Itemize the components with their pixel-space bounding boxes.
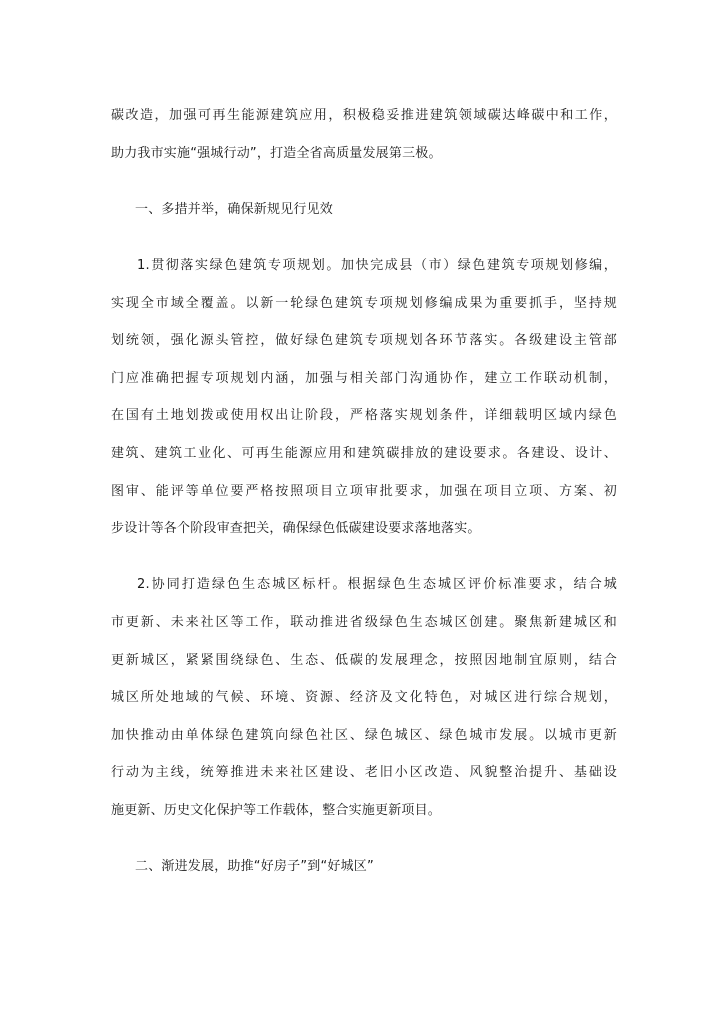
paragraph-line: 划统领，强化源头管控，做好绿色建筑专项规划各环节落实。各级建设主管部 [111,333,617,348]
paragraph-line: 2.协同打造绿色生态城区标杆。根据绿色生态城区评价标准要求，结合城 [137,577,617,592]
section-heading: 二、渐进发展，助推“好房子”到“好城区” [135,859,374,874]
paragraph-line: 建筑、建筑工业化、可再生能源应用和建筑碳排放的建设要求。各建设、设计、 [111,446,617,461]
paragraph-line: 1.贯彻落实绿色建筑专项规划。加快完成县（市）绿色建筑专项规划修编， [137,258,617,273]
paragraph-line: 碳改造，加强可再生能源建筑应用，积极稳妥推进建筑领域碳达峰碳中和工作， [111,108,617,123]
paragraph-line: 加快推动由单体绿色建筑向绿色社区、绿色城区、绿色城市发展。以城市更新 [111,728,617,743]
paragraph-line: 市更新、未来社区等工作，联动推进省级绿色生态城区创建。聚焦新建城区和 [111,615,617,630]
paragraph-line: 助力我市实施“强城行动”，打造全省高质量发展第三极。 [111,146,442,161]
paragraph-line: 城区所处地域的气候、环境、资源、经济及文化特色，对城区进行综合规划， [111,690,617,705]
paragraph-line: 实现全市域全覆盖。以新一轮绿色建筑专项规划修编成果为重要抓手，坚持规 [111,296,617,311]
paragraph-line: 行动为主线，统筹推进未来社区建设、老旧小区改造、风貌整治提升、基础设 [111,765,617,780]
paragraph-line: 步设计等各个阶段审查把关，确保绿色低碳建设要求落地落实。 [111,521,481,536]
section-heading: 一、多措并举，确保新规见行见效 [135,202,334,217]
paragraph-line: 更新城区，紧紧围绕绿色、生态、低碳的发展理念，按照因地制宜原则，结合 [111,653,617,668]
paragraph-line: 施更新、历史文化保护等工作载体，整合实施更新项目。 [111,803,442,818]
paragraph-line: 在国有土地划拨或使用权出让阶段，严格落实规划条件，详细载明区域内绿色 [111,408,617,423]
paragraph-line: 门应准确把握专项规划内涵，加强与相关部门沟通协作，建立工作联动机制， [111,371,617,386]
paragraph-line: 图审、能评等单位要严格按照项目立项审批要求，加强在项目立项、方案、初 [111,484,617,499]
